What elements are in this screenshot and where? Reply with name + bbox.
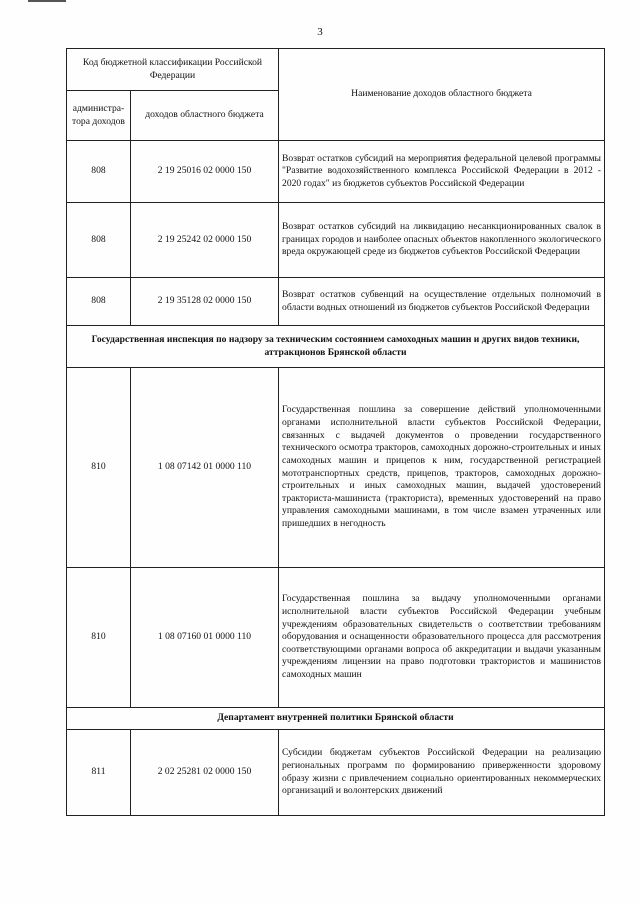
income-name-cell: Возврат остатков субвенций на осуществление отдельных полномочий в области водных отношений из бюджетов субъектов Российской Федерации [279, 278, 605, 326]
income-code-cell: 2 19 25016 02 0000 150 [131, 141, 279, 203]
admin-code-cell: 808 [67, 278, 131, 326]
income-code-cell: 2 19 25242 02 0000 150 [131, 203, 279, 278]
admin-column-header: администра-тора доходов [67, 91, 131, 141]
income-name-cell: Возврат остатков субсидий на ликвидацию несанкционированных свалок в границах городов и наиболее опасных объектов накопленного экологического вреда окружающей среде из бюджетов субъектов Российской Федерации [279, 203, 605, 278]
section-row [67, 326, 605, 368]
admin-code-cell: 811 [67, 730, 131, 816]
table-row [67, 568, 605, 708]
admin-code-cell: 808 [67, 141, 131, 203]
section-heading-inspection: Государственная инспекция по надзору за техническим состоянием самоходных машин и других видов техники, аттракционов Брянской области [67, 326, 605, 368]
table-row [67, 141, 605, 203]
income-name-cell: Государственная пошлина за совершение действий уполномоченными органами исполнительной власти субъектов Российской Федерации, связанных с выдачей документов о проведении государственного технического осмотра тракторов, самоходных дорожно-строительных и иных самоходных машин и прицепов к ним, государственной регистрацией мототранспортных средств, прицепов, тракторов, самоходных дорожно-строительных и иных самоходных машин, выдачей удостоверений тракториста-машиниста (тракториста), временных удостоверений на право управления самоходными машинами, в том числе взамен утраченных или пришедших в негодность [279, 368, 605, 568]
admin-code-cell: 810 [67, 568, 131, 708]
income-name-cell: Возврат остатков субсидий на мероприятия федеральной целевой программы "Развитие водохозяйственного комплекса Российской Федерации в 2012 - 2020 годах" из бюджетов субъектов Российской Федерации [279, 141, 605, 203]
income-name-cell: Государственная пошлина за выдачу уполномоченными органами исполнительной власти субъектов Российской Федерации учебным учреждениям образовательных свидетельств о соответствии требованиям оборудования и оснащенности образовательного процесса для рассмотрения соответствующими органами вопроса об аккредитации и выдачи указанным учреждениям лицензии на право подготовки трактористов и машинистов самоходных машин [279, 568, 605, 708]
page-number: 3 [317, 26, 323, 38]
income-code-cell: 2 02 25281 02 0000 150 [131, 730, 279, 816]
income-code-column-header: доходов областного бюджета [131, 91, 279, 141]
top-edge-mark [28, 0, 66, 2]
admin-code-cell: 808 [67, 203, 131, 278]
income-name-cell: Субсидии бюджетам субъектов Российской Федерации на реализацию региональных программ по формированию приверженности здоровому образу жизни с привлечением социально ориентированных некоммерческих организаций и волонтерских движений [279, 730, 605, 816]
table-row [67, 730, 605, 816]
admin-code-cell: 810 [67, 368, 131, 568]
income-code-cell: 2 19 35128 02 0000 150 [131, 278, 279, 326]
table-row [67, 203, 605, 278]
table-row [67, 368, 605, 568]
kbk-group-header: Код бюджетной классификации Российской Федерации [67, 49, 279, 91]
section-heading-internal-policy: Департамент внутренней политики Брянской области [67, 708, 605, 730]
income-code-cell: 1 08 07160 01 0000 110 [131, 568, 279, 708]
income-code-cell: 1 08 07142 01 0000 110 [131, 368, 279, 568]
section-row [67, 708, 605, 730]
table-header-row [67, 49, 605, 91]
table-row [67, 278, 605, 326]
income-name-header: Наименование доходов областного бюджета [279, 49, 605, 141]
budget-classification-table [66, 48, 605, 816]
